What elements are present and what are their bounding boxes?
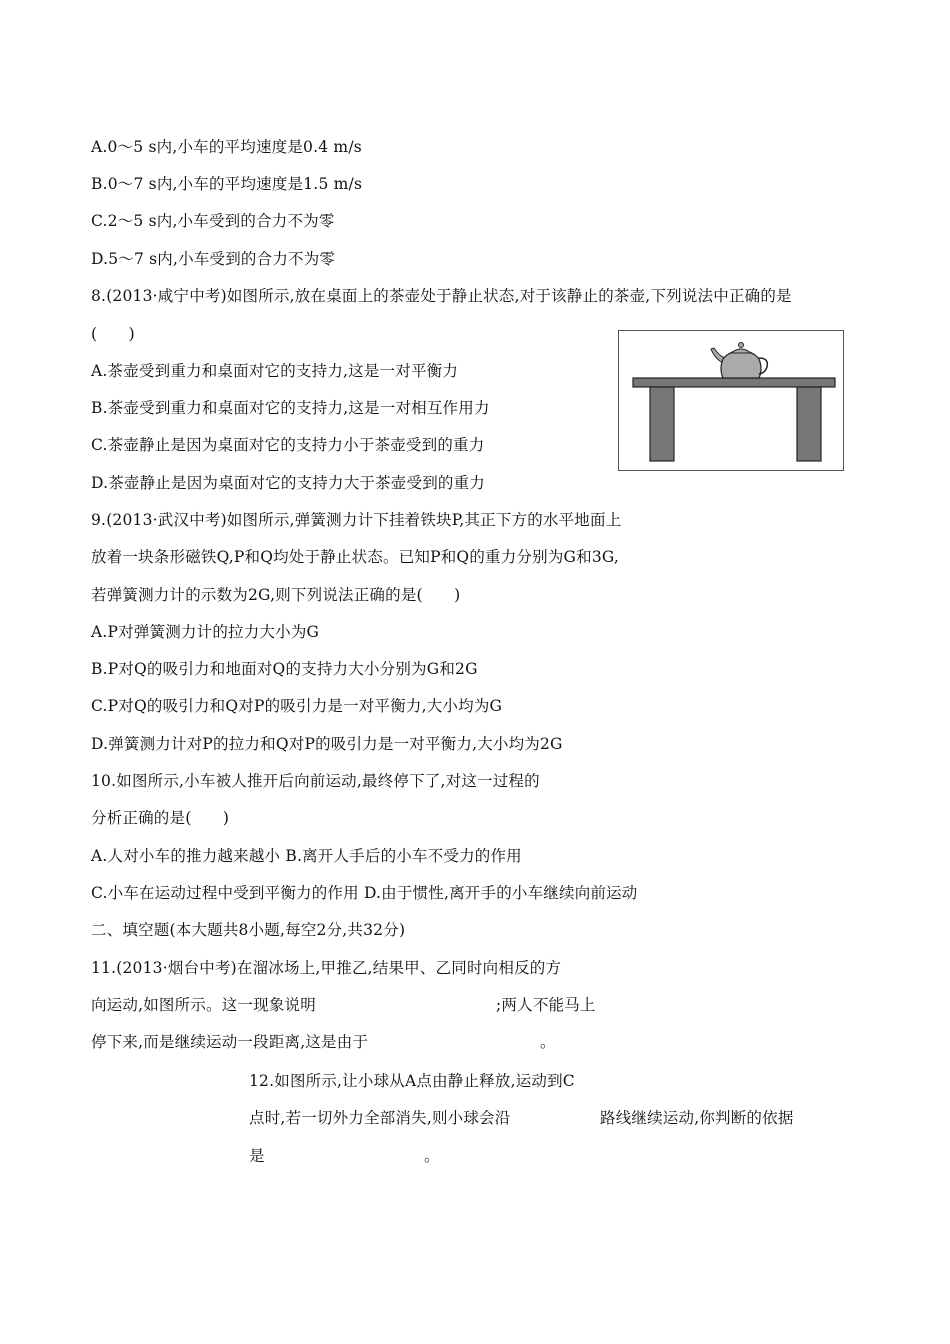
q8-option-c: C.茶壶静止是因为桌面对它的支持力小于茶壶受到的重力 xyxy=(91,436,485,454)
teapot-table-illustration xyxy=(619,331,843,470)
q11-line2-end: ;两人不能马上 xyxy=(496,996,596,1014)
q11-line2-start: 向运动,如图所示。这一现象说明 xyxy=(91,996,316,1014)
q8-stem: 8.(2013·咸宁中考)如图所示,放在桌面上的茶壶处于静止状态,对于该静止的茶壶,下列说法中正确的是 xyxy=(91,287,792,305)
q9-stem-line3: 若弹簧测力计的示数为2G,则下列说法正确的是( ) xyxy=(91,586,461,604)
table-leg-left xyxy=(650,387,674,461)
q10-options-ab: A.人对小车的推力越来越小 B.离开人手后的小车不受力的作用 xyxy=(91,847,522,865)
q10-stem-line1: 10.如图所示,小车被人推开后向前运动,最终停下了,对这一过程的 xyxy=(91,772,540,790)
q10-stem-line2: 分析正确的是( ) xyxy=(91,809,230,827)
q12-line2-start: 点时,若一切外力全部消失,则小球会沿 xyxy=(249,1109,511,1127)
q7-option-b: B.0～7 s内,小车的平均速度是1.5 m/s xyxy=(91,175,363,193)
q8-answer-blank: ( ) xyxy=(91,325,135,343)
table-leg-right xyxy=(797,387,821,461)
q9-option-c: C.P对Q的吸引力和Q对P的吸引力是一对平衡力,大小均为G xyxy=(91,697,503,715)
q7-option-d: D.5～7 s内,小车受到的合力不为零 xyxy=(91,250,336,268)
q11-line3-end: 。 xyxy=(540,1033,556,1051)
q9-option-d: D.弹簧测力计对P的拉力和Q对P的吸引力是一对平衡力,大小均为2G xyxy=(91,735,563,753)
q11-line1: 11.(2013·烟台中考)在溜冰场上,甲推乙,结果甲、乙同时向相反的方 xyxy=(91,959,562,977)
q9-stem-line1: 9.(2013·武汉中考)如图所示,弹簧测力计下挂着铁块P,其正下方的水平地面上 xyxy=(91,511,622,529)
q9-option-b: B.P对Q的吸引力和地面对Q的支持力大小分别为G和2G xyxy=(91,660,478,678)
teapot-icon xyxy=(711,343,767,379)
q8-option-b: B.茶壶受到重力和桌面对它的支持力,这是一对相互作用力 xyxy=(91,399,490,417)
q7-option-a: A.0～5 s内,小车的平均速度是0.4 m/s xyxy=(91,138,362,156)
q9-option-a: A.P对弹簧测力计的拉力大小为G xyxy=(91,623,320,641)
q7-option-c: C.2～5 s内,小车受到的合力不为零 xyxy=(91,212,335,230)
q10-options-cd: C.小车在运动过程中受到平衡力的作用 D.由于惯性,离开手的小车继续向前运动 xyxy=(91,884,638,902)
q11-line3-start: 停下来,而是继续运动一段距离,这是由于 xyxy=(91,1033,369,1051)
section2-heading: 二、填空题(本大题共8小题,每空2分,共32分) xyxy=(91,921,406,939)
q12-line2-end: 路线继续运动,你判断的依据 xyxy=(600,1109,794,1127)
q12-line3-end: 。 xyxy=(424,1147,440,1165)
q12-line1: 12.如图所示,让小球从A点由静止释放,运动到C xyxy=(249,1072,575,1090)
table-top xyxy=(633,378,835,387)
teapot-table-figure xyxy=(618,330,844,471)
q12-line3-start: 是 xyxy=(249,1147,265,1165)
q8-option-d: D.茶壶静止是因为桌面对它的支持力大于茶壶受到的重力 xyxy=(91,474,486,492)
q8-option-a: A.茶壶受到重力和桌面对它的支持力,这是一对平衡力 xyxy=(91,362,459,380)
q9-stem-line2: 放着一块条形磁铁Q,P和Q均处于静止状态。已知P和Q的重力分别为G和3G, xyxy=(91,548,620,566)
